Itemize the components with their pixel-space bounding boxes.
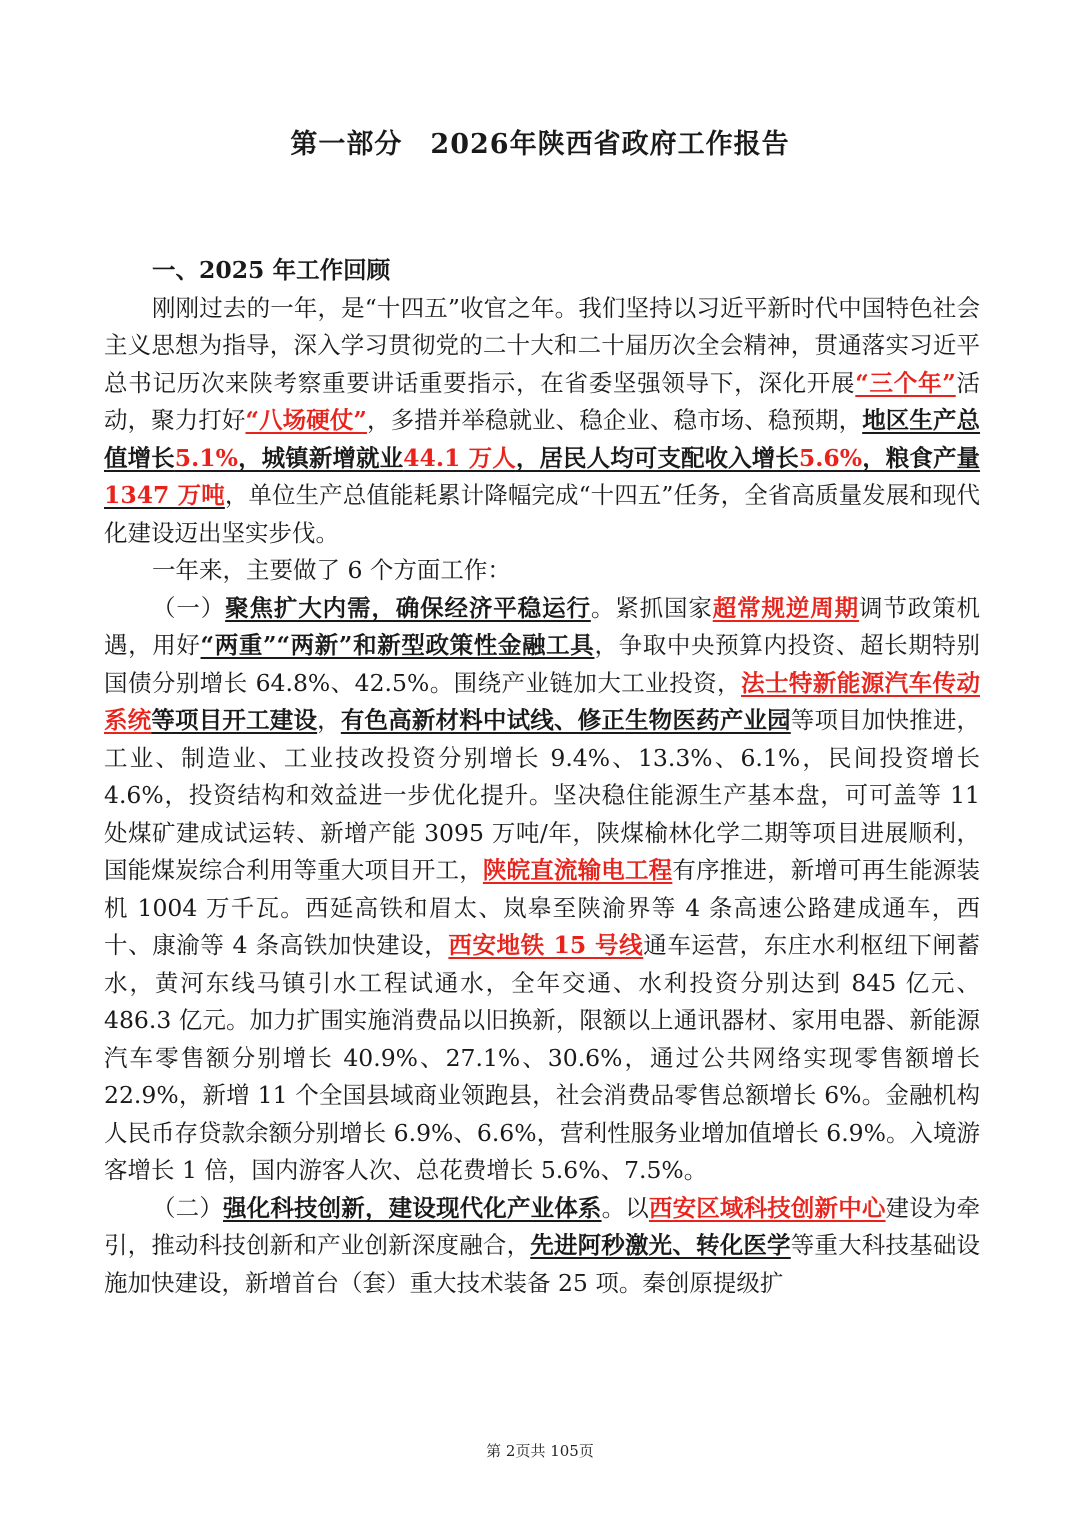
highlight: “两重”“两新”和新型政策性金融工具 <box>200 631 595 659</box>
text: ，单位生产总值能耗累计降幅完成“十四五”任务，全省高质量发展和现代化建设迈出坚实步伐。 <box>104 481 980 547</box>
highlight: 西安区域科技创新中心 <box>648 1193 886 1222</box>
highlight: 超常规逆周期 <box>712 593 860 622</box>
text: 通车运营，东庄水利枢纽下闸蓄水，黄河东线马镇引水工程试通水，全年交通、水利投资分别达到 845 亿元、486.3 亿元。加力扩围实施消费品以旧换新，限额以上通讯器材、家用电器、新能源汽车零售额分别增长 40.9%、27.1%、30.6%，通过公共网络实现零售额增长 22.9%，新增 11 个全国县域商业领跑县，社会消费品零售总额增长 6%。金融机构人民币存贷款余额分别增长 6.9%、6.6%，营利性服务业增加值增长 6.9%。入境游客增长 1 倍，国内游客人次、总花费增长 5.6%、7.5%。 <box>104 931 980 1184</box>
highlight: 陕皖直流输电工程 <box>482 856 673 884</box>
item-number: （二） <box>152 1193 223 1222</box>
title-part: 第一部分 <box>290 129 403 160</box>
highlight: 等项目开工建设 <box>151 706 318 734</box>
indicator-label: 地区生产总值增长 <box>104 406 981 472</box>
indicator-gdp-value: 5.1% <box>174 443 238 472</box>
paragraph-section-2 <box>104 1190 980 1303</box>
indicator-employment-value: 44.1 万人 <box>403 443 516 472</box>
text: 。紧抓国家 <box>590 593 713 622</box>
item-number: （一） <box>152 593 226 622</box>
text: ，争取中央预算内投资、超长期特别国债分别增长 64.8%、42.5%。围绕产业链加大工业投资， <box>104 631 981 697</box>
text: 建设为牵引，推动科技创新和产业创新深度融合， <box>104 1193 981 1259</box>
title-name: 2026年陕西省政府工作报告 <box>430 129 790 160</box>
indicator-grain-value: 1347 万吨 <box>104 481 225 509</box>
text: ， <box>317 706 341 734</box>
paragraph-review <box>104 290 980 553</box>
indicator-label: ，粮食产量 <box>862 443 981 472</box>
report-body <box>104 252 980 1302</box>
page-title <box>0 122 1080 161</box>
highlight: 先进阿秒激光、转化医学 <box>530 1231 791 1259</box>
text: 调节政策机遇，用好 <box>104 593 981 659</box>
text: 活动，聚力打好 <box>104 368 981 434</box>
indicator-label: ，居民人均可支配收入增长 <box>515 443 799 472</box>
indicator-label: ，城镇新增就业 <box>237 443 404 472</box>
text: 等重大科技基础设施加快建设，新增首台（套）重大技术装备 25 项。秦创原提级扩 <box>104 1231 981 1297</box>
highlight: 西安地铁 15 号线 <box>448 931 644 959</box>
paragraph-section-1 <box>104 590 980 1190</box>
highlight: 有色高新材料中试线、修正生物医药产业园 <box>340 706 791 734</box>
item-heading: 强化科技创新，建设现代化产业体系 <box>223 1193 602 1222</box>
section-heading: 一、2025 年工作回顾 <box>152 256 391 284</box>
indicator-income-value: 5.6% <box>798 443 863 472</box>
text: 。以 <box>601 1193 649 1222</box>
highlight-three-years: “三个年” <box>855 368 956 397</box>
text: 刚刚过去的一年，是“十四五”收官之年。我们坚持以习近平新时代中国特色社会主义思想为指导，深入学习贯彻党的二十大和二十届历次全会精神，贯通落实习近平总书记历次来陕考察重要讲话重要指示，在省委坚强领导下，深化开展 <box>104 293 980 397</box>
text: 等项目加快推进，工业、制造业、工业技改投资分别增长 9.4%、13.3%、6.1%，民间投资增长 4.6%，投资结构和效益进一步优化提升。坚决稳住能源生产基本盘，可可盖等 11 处煤矿建成试运转、新增产能 3095 万吨/年，陕煤榆林化学二期等项目进展顺利，国能煤炭综合利用等重大项目开工， <box>104 706 981 884</box>
paragraph-summary: 一年来，主要做了 6 个方面工作： <box>152 556 511 584</box>
highlight-eight-battles: “八场硬仗” <box>245 406 367 434</box>
text: ，多措并举稳就业、稳企业、稳市场、稳预期， <box>366 406 863 434</box>
page-footer: 第 2页共 105页 <box>486 1442 594 1460</box>
text: 有序推进，新增可再生能源装机 1004 万千瓦。西延高铁和眉太、岚皋至陕渝界等 4 条高速公路建成通车，西十、康渝等 4 条高铁加快建设， <box>104 856 981 959</box>
highlight: 法士特新能源汽车传动系统 <box>104 668 980 734</box>
item-heading: 聚焦扩大内需，确保经济平稳运行 <box>225 593 591 622</box>
